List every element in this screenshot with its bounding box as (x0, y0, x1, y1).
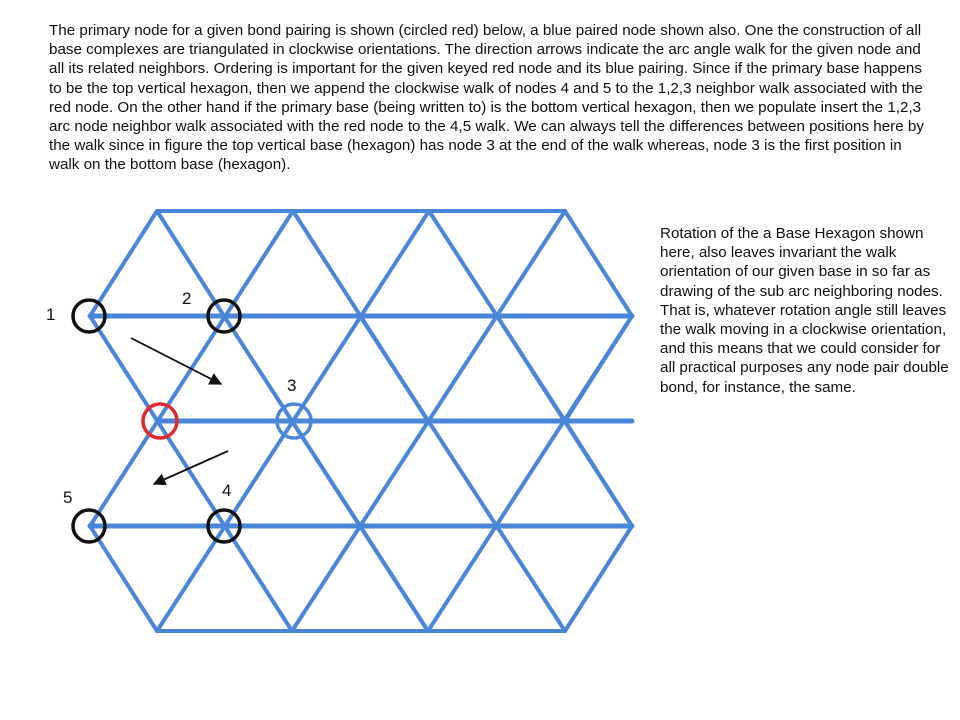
lattice-lines (90, 211, 632, 631)
diag-down-b (90, 316, 292, 631)
diag-up-a (90, 211, 157, 316)
diag-up-i (565, 316, 632, 421)
diag-down-k (565, 421, 632, 526)
diag-down-h (360, 316, 565, 631)
side-note-paragraph: Rotation of the a Base Hexagon shown here, also leaves invariant the walk orientation of our given base in so far as drawing of the sub arc neighboring nodes. That is, whatever rotation angle still leaves the walk moving in a clockwise orientation, and this means that we could consider for all practical purposes any node pair double bond, for instance, the same. (660, 225, 949, 396)
diag-up-f (565, 526, 632, 631)
node-label-3: 3 (287, 376, 297, 395)
node-label-2: 2 (182, 289, 192, 308)
node-label-4: 4 (222, 481, 232, 500)
diag-down-d (90, 526, 157, 631)
diag-down-i (565, 211, 632, 316)
walk-arrow-lower (154, 451, 228, 484)
intro-paragraph: The primary node for a given bond pairing is shown (circled red) below, a blue paired node shown also. One the construction of all base complexes are triangulated in clockwise orientations. The direction arrows indicate the arc angle walk for the given node and all its related neighbors. Ordering is important for the given keyed red node and its blue pairing. Since if the primary base happens to be the top vertical hexagon, then we append the clockwise walk of nodes 4 and 5 to the 1,2,3 neighbor walk associated with the red node. On the other hand if the primary base (being written to) is the bottom vertical hexagon, then we populate insert the 1,2,3 arc node neighbor walk associated with the red node to the 4,5 walk. We can always tell the differences between positions here by the walk since in figure the top vertical base (hexagon) has node 3 at the end of the walk whereas, node 3 is the first position in walk on the bottom base (hexagon). (49, 22, 924, 174)
node-label-5: 5 (63, 488, 73, 507)
node-label-1: 1 (46, 305, 56, 324)
